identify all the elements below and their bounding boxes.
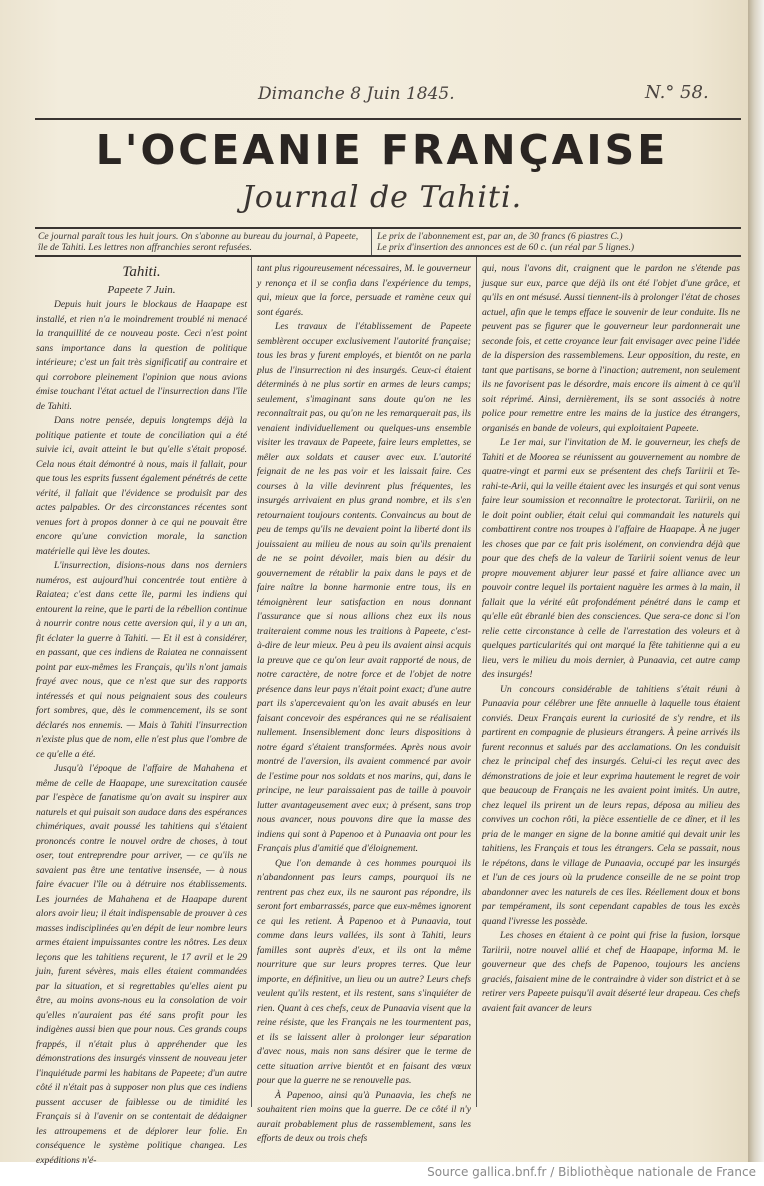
paragraph: Les travaux de l'établissement de Papeete semblèrent occuper exclusivement l'autorité française; tous les bras y furent employés, et bientôt on ne parla plus de l'insurrection ni des insurgés. Ceux-ci étaient déterminés à ne plus sortir en armes de leurs camps; seulement, s'imaginant sans doute qu'on ne les reconnaîtrait pas, ou qu'on ne les remarquerait pas, ils venaient individuellement ou quelques-uns ensemble visiter les travaux de Papeete, faire leurs emplettes, se mêler aux soldats et causer avec eux. L'autorité feignait de ne les pas voir et les laissait faire. Ces courses à la ville devinrent plus fréquentes, les insurgés arrivaient en plus grand nombre, et ils s'en retournaient toujours contents. Convaincus au bout de peu de temps qu'ils ne devaient point la liberté dont ils jouissaient au milieu de nous au soin qu'ils prenaient de ne se point dévoiler, mais bien au désir du gouvernement de rétablir la paix dans le pays et de faire naître la bonne harmonie entre tous, ils en témoignèrent leur satisfaction en nous donnant l'assurance que si nous allions chez eux ils nous traiteraient comme nous les traitions à Papeete, c'est-à-dire de leur mieux. Peu à peu ils avaient ainsi acquis la preuve que ce qu'on leur avait rapporté de nous, de notre caractère, de notre force et de l'objet de notre présence dans leur pays n'était point exact; d'une autre part ils s'apercevaient qu'on les avait abusés en leur faisant concevoir des espérances qui ne se réalisaient nullement. Insensiblement donc leurs dispositions à notre égard s'étaient transformées. Après nous avoir montré de l'aversion, ils avaient commencé par avoir de l'estime pour nos soldats et nos marins, qui, dans le principe, ne leur paraissaient pas de taille à pouvoir lutter avantageusement avec eux; à présent, sans trop nous avancer, nous pouvons dire que la masse des indiens qui sont à Papenoo et à Punaavia ont pour les Français plus d'amitié que d'éloignement. [257,321,471,854]
paragraph: Le 1er mai, sur l'invitation de M. le gouverneur, les chefs de Tahiti et de Moorea se réunissent au gouvernement au nombre de quatre-vingt et parmi eux se présentent des chefs Tariirii et Te-rahi-te-Arii, qui la veille étaient avec les insurgés et qui sont venus faire leur soumission et reconnaître le protectorat. Tariirii, on ne le doit point oublier, était celui qui commandait les naturels qui combattirent contre nos troupes à l'affaire de Haapape. À ne juger les choses que par ce fait pris isolément, on conviendra déjà que pour que des chefs de la valeur de Tariirii soient venus de leur propre mouvement abjurer leur passé et faire alliance avec un pouvoir contre lequel ils portaient naguère les armes à la main, il fallait que la vérité eût profondément pénétré dans le camp et qu'elle eût ébranlé bien des consciences. Que sera-ce donc si l'on relie cette circonstance à celle de l'arrestation des voleurs et à quelques particularités qui ont marqué la fête tahitienne qui a eu lieu, vers le milieu du mois dernier, à Punaavia, cet autre camp des insurgés! [482,437,740,680]
newspaper-title: L'OCEANIE FRANÇAISE [95,126,669,174]
paragraph: Dans notre pensée, depuis longtemps déjà la politique patiente et toute de conciliation qui a été suivie ici, avait atteint le but qu'elle s'était proposé. Cela nous était démontré à nous, mais il fallait, pour que tous les esprits fussent également pénétrés de cette vérité, il fallait que l'évidence se produisît par des actes palpables. Or des circonstances récentes sont venues fort à propos donner à ce qui ne pouvait être encore qu'une conviction morale, la sanction matérielle qui lève les doutes. [36,415,248,557]
info-divider [371,229,372,255]
article-heading: Tahiti. [122,264,161,280]
issue-date: Dimanche 8 Juin 1845. [258,84,455,104]
column-2 [257,262,471,1147]
page-edge-shadow [748,0,764,1162]
paragraph: qui, nous l'avons dit, craignent que le pardon ne s'étende pas jusque sur eux, parce que déjà ils ont été l'objet d'une grâce, et qu'ils en ont mésusé. Aussi tiennent-ils à prolonger l'état de choses actuel, afin que le temps efface le souvenir de leur conduite. Ils ne peuvent pas se figurer que le gouverneur leur pardonnerait une seconde fois, et cette croyance leur fait envisager avec peine l'idée de la dispersion des rassemblemens. Leur opposition, du reste, en tant que partisans, se borne à l'inaction; autrement, non seulement ils ne favorisent pas le désordre, mais encore ils aiment à ce qu'il soit réprimé. Ainsi, dernièrement, ils se sont associés à notre police pour remettre entre les mains de la justice des étrangers, organisés en bande de voleurs, qui exploitaient Papeete. [482,263,740,434]
advert-price: Le prix d'insertion des annonces est de 60 c. (un réal par 5 lignes.) [377,242,635,253]
paragraph: L'insurrection, disions-nous dans nos derniers numéros, est aujourd'hui concentrée tout entière à Raiatea; c'est dans cette île, parmi les indiens qui entourent la reine, que le parti de la rébellion continue à nourrir contre nous cette aversion qui, il y a un an, fit éclater la guerre à Tahiti. — Et il est à considérer, en passant, que ces indiens de Raiatea ne connaissent point par eux-mêmes les Français, qu'ils n'ont jamais frayé avec nous, que ce n'est que sur des rapports intéressés et qui nous peignaient sous des couleurs fort sombres, que, dès le commencement, ils se sont déclarés nos ennemis. — Mais à Tahiti l'insurrection n'existe plus que de nom, elle n'est plus que l'ombre de ce qu'elle a été. [36,560,247,760]
paragraph: Les choses en étaient à ce point qui frise la fusion, lorsque Tariirii, notre nouvel allié et chef de Haapape, informa M. le gouverneur que des chefs de Papenoo, toujours les anciens graciés, faisaient mine de le contraindre à vider son district et à se retirer vers Papeete puisqu'il avait déserté leur drapeau. Ces chefs avaient fait avancer de leurs [482,930,740,1014]
column-divider-1 [251,257,252,1107]
newspaper-subtitle: Journal de Tahiti. [241,180,523,215]
subscription-info: Ce journal paraît tous les huit jours. On s'abonne au bureau du journal, à Papeete, île de Tahiti. Les lettres non affranchies seront refusées. [38,231,359,253]
paragraph: Que l'on demande à ces hommes pourquoi ils n'abandonnent pas leurs camps, pourquoi ils ne rentrent pas chez eux, ils ne sauront pas répondre, ils seront fort embarrassés, parce que eux-mêmes ignorent ce qui les retient. À Papenoo et à Punaavia, tout comme dans leurs vallées, ils sont à Tahiti, leurs familles sont auprès d'eux, et ils ont la même nourriture que sur leurs propres terres. Que leur importe, en définitive, un lieu ou un autre? Leurs chefs veulent qu'ils restent, et ils restent, sans s'inquiéter de rien. Quant à ces chefs, ceux de Punaavia visent que la reine résiste, que les Français ne les tourmentent pas, et ils se laissent aller à prolonger leur séparation d'avec nous, mais non sans désirer que le terme de cette situation arrive bientôt et en faisant des vœux pour que la guerre ne se renouvelle pas. [257,857,471,1086]
column-divider-2 [476,257,477,1107]
paragraph: À Papenoo, ainsi qu'à Punaavia, les chefs ne souhaitent rien moins que la guerre. De ce côté il n'y aurait probablement plus de rassemblement, sans les efforts de deux ou trois chefs [257,1089,471,1144]
paragraph: Depuis huit jours le blockaus de Haapape est installé, et rien n'a le moindrement troublé ni menacé la tranquillité de ce nouveau poste. Ceci n'est point sans importance dans la question de politique intérieure; c'est un fait très significatif au contraire et qui corrobore pleinement l'opinion que nous avions émise touchant l'état actuel de l'insurrection dans l'île de Tahiti. [36,299,247,412]
masthead-rule-top [35,227,741,229]
paragraph: Jusqu'à l'époque de l'affaire de Mahahena et même de celle de Haapape, une surexcitation causée par l'espèce de fanatisme qu'on avait su inspirer aux naturels et qui puisait son audace dans des espérances chimériques, avait poussé les tahitiens qui s'étaient prononcés contre le nouvel ordre de choses, à tout oser, tout entreprendre pour arriver, — ce qu'ils ne savaient pas être une tentative insensée, — à nous faire évacuer l'île ou à détruire nos établissements. Les journées de Mahahena et de Haapape durent alors avoir lieu; il était indispensable de prouver à ces masses indisciplinées qu'en dépit de leur nombre leurs armes étaient impuissantes contre les nôtres. Les deux leçons que les tahitiens reçurent, le 17 avril et le 29 juin, furent sévères, mais elles étaient commandées par la situation, et si regrettables qu'elles aient pu être, au moins avons-nous eu la consolation de voir qu'elles n'auraient pas été sans profit pour les indigènes aussi bien que pour nous. Ces grands coups frappés, il n'était plus à appréhender que les démonstrations des insurgés vinssent de nouveau jeter l'inquiétude parmi les habitans de Papeete; d'un autre côté il n'était pas à supposer non plus que ces indiens pussent accuser de faiblesse ou de timidité les Français si à l'avenir on se contentait de dédaigner les attroupemens et de déplorer leur folie. En conséquence le système politique changea. Les expéditions n'é- [36,763,247,1166]
masthead-rule-bottom [35,255,741,257]
price-info [377,231,739,253]
column-1 [36,262,247,1168]
source-credit: Source gallica.bnf.fr / Bibliothèque nationale de France [427,1165,756,1179]
column-3 [482,262,740,1016]
article-dateline: Papeete 7 Juin. [107,284,176,296]
paragraph: Un concours considérable de tahitiens s'était réuni à Punaavia pour célébrer une fête annuelle à laquelle tous étaient conviés. Deux Français eurent la curiosité de s'y rendre, et ils partirent en compagnie de plusieurs étrangers. À peine arrivés ils furent reconnus et salués par des acclamations. On les conduisit chez le principal chef des insurgés. Celui-ci les reçut avec des démonstrations de joie et leur exprima hautement le regret de voir que beaucoup de Français ne les avaient point imités. Un autre, chez lequel ils prirent un de leurs repas, déposa au milieu des convives un cochon rôti, la pièce essentielle de ce dîner, et il les pria de le manger en signe de la bonne amitié qui devait unir les tahitiens, les Français et tous les étrangers. Cela se passait, nous le répétons, dans le village de Punaavia, occupé par les insurgés et l'un de ces jours où la prudence conseille de ne se point trop abandonner avec les naturels de ces îles. Réellement doux et bons par tempérament, ils sont cependant capables de tous les excès quand l'ivresse les possède. [482,683,740,927]
paragraph: tant plus rigoureusement nécessaires, M. le gouverneur y renonça et il se confia dans l'expérience du temps, qui, mieux que la force, persuade et ramène ceux qui sont égarés. [257,263,471,318]
subscription-price: Le prix de l'abonnement est, par an, de 30 francs (6 piastres C.) [377,231,623,242]
issue-number: N.° 58. [645,82,709,103]
top-rule [35,118,741,120]
